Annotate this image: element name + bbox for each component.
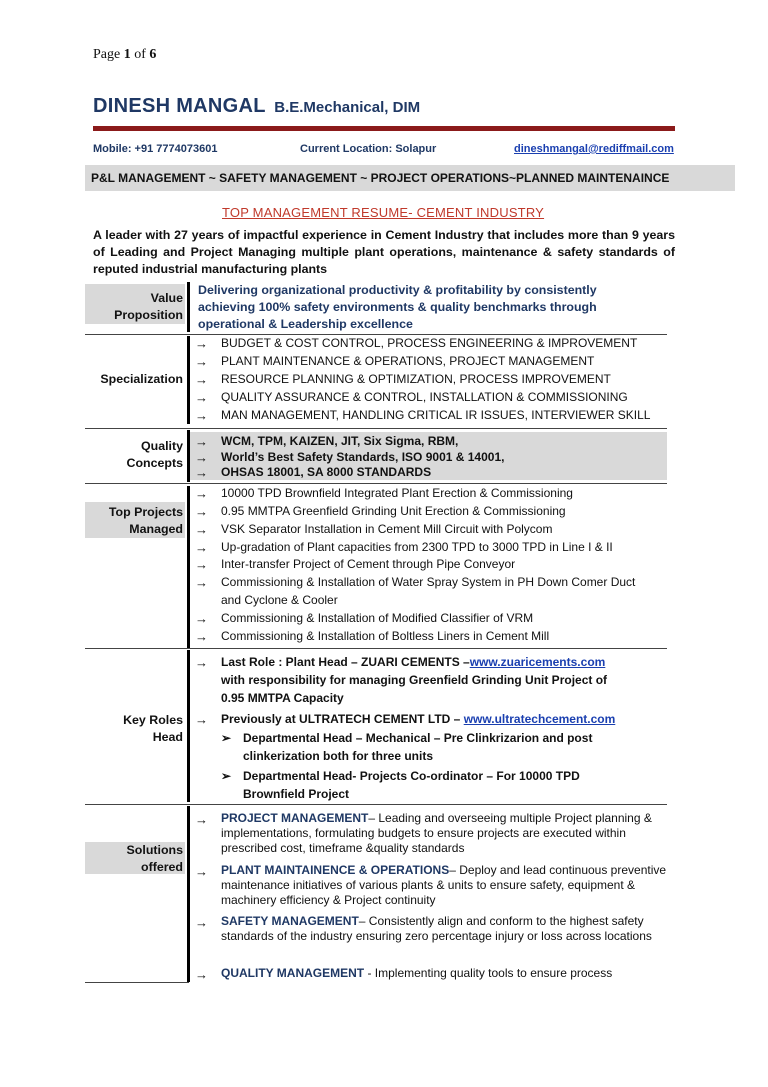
candidate-name: DINESH MANGAL [93, 95, 266, 117]
arrow-right-icon: → [195, 557, 208, 572]
section-separator [85, 804, 667, 805]
arrow-right-icon: → [195, 915, 208, 930]
solution-quality-management [221, 966, 676, 981]
project-item: Inter-transfer Project of Cement through Pipe Conveyor [221, 557, 516, 571]
arrow-right-icon: → [195, 540, 208, 555]
specialization-item: RESOURCE PLANNING & OPTIMIZATION, PROCESS IMPROVEMENT [221, 372, 611, 386]
solution-safety-management [221, 914, 676, 944]
section-separator [85, 483, 667, 484]
arrow-right-icon: → [195, 967, 208, 982]
roles-label [85, 712, 183, 746]
specialization-item: BUDGET & COST CONTROL, PROCESS ENGINEERING & IMPROVEMENT [221, 336, 638, 350]
arrow-right-icon: → [195, 712, 208, 727]
project-item-continued: and Cyclone & Cooler [221, 593, 338, 607]
section-separator [85, 982, 189, 983]
arrow-right-icon: → [195, 465, 208, 480]
roles-label-line1: Key Roles [123, 713, 183, 727]
value-label-line1: Value [150, 291, 183, 305]
arrow-right-icon: → [195, 434, 208, 449]
ultratech-link[interactable]: www.ultratechcement.com [463, 712, 616, 726]
candidate-name-block [93, 95, 420, 118]
arrow-right-icon: → [195, 864, 208, 879]
arrow-right-icon: → [195, 450, 208, 465]
arrow-right-icon: → [195, 486, 208, 501]
section-divider [187, 650, 190, 802]
page-label: Page [93, 47, 121, 62]
skills-band [85, 165, 735, 191]
quality-item: World’s Best Safety Standards, ISO 9001 & 14001, [221, 450, 505, 464]
projects-label [85, 504, 183, 538]
section-separator [85, 648, 667, 649]
section-divider [187, 282, 190, 332]
chevron-right-icon: ➢ [221, 769, 232, 783]
solutions-label-line1: Solutions [126, 843, 183, 857]
quality-item: WCM, TPM, KAIZEN, JIT, Six Sigma, RBM, [221, 434, 459, 448]
project-item: Up-gradation of Plant capacities from 2300 TPD to 3000 TPD in Line I & II [221, 540, 613, 554]
section-divider [187, 336, 190, 424]
value-label [85, 290, 183, 324]
mobile-number: Mobile: +91 7774073601 [93, 143, 218, 155]
page-current: 1 [123, 47, 131, 62]
specialization-item: MAN MANAGEMENT, HANDLING CRITICAL IR ISSUES, INTERVIEWER SKILL [221, 408, 651, 422]
role-last-line2: with responsibility for managing Greenfield Grinding Unit Project of [221, 673, 608, 687]
arrow-right-icon: → [195, 372, 208, 387]
page-total: 6 [149, 47, 157, 62]
projects-label-line1: Top Projects [108, 505, 183, 519]
chevron-right-icon: ➢ [221, 731, 232, 745]
arrow-right-icon: → [195, 575, 208, 590]
sub-role-2-line1: Departmental Head- Projects Co-ordinator – For 10000 TPD [243, 769, 580, 783]
quality-label [85, 438, 183, 472]
role-previous-prefix: Previously at ULTRATECH CEMENT LTD – [221, 712, 464, 726]
project-item: 0.95 MMTPA Greenfield Grinding Unit Erection & Commissioning [221, 504, 566, 518]
sub-role-2 [221, 768, 580, 786]
email-link[interactable]: dineshmangal@rediffmail.com [514, 143, 674, 155]
roles-label-line2: Head [152, 730, 183, 744]
candidate-degree: B.E.Mechanical, DIM [274, 99, 421, 116]
value-label-line2: Proposition [114, 308, 183, 322]
section-separator [85, 428, 667, 429]
project-item: Commissioning & Installation of Modified Classifier of VRM [221, 611, 534, 625]
current-location: Current Location: Solapur [300, 143, 437, 155]
section-divider [187, 486, 190, 648]
role-last [221, 654, 605, 672]
arrow-right-icon: → [195, 354, 208, 369]
intro-paragraph: A leader with 27 years of impactful experience in Cement Industry that includes more than 9 years of Leading and Project Managing multiple plant operations, maintenance & safety standards of reputed industrial manufacturing plants [93, 228, 675, 276]
quality-label-line1: Quality [141, 439, 183, 453]
arrow-right-icon: → [195, 504, 208, 519]
solution-text: – Leading and overseeing multiple Project planning & implementations, formulating budgets to ensure projects are executed within prescribed cost, timeframe &quality standards [221, 811, 652, 855]
solution-text: - Implementing quality tools to ensure process [364, 966, 613, 980]
section-divider [187, 806, 190, 982]
arrow-right-icon: → [195, 812, 208, 827]
arrow-right-icon: → [195, 408, 208, 423]
role-last-prefix: Last Role : Plant Head – ZUARI CEMENTS – [221, 655, 470, 669]
project-item: 10000 TPD Brownfield Integrated Plant Erection & Commissioning [221, 486, 573, 500]
arrow-right-icon: → [195, 390, 208, 405]
sub-role-1-line2: clinkerization both for three units [243, 749, 434, 763]
arrow-right-icon: → [195, 522, 208, 537]
project-item: VSK Separator Installation in Cement Mill Circuit with Polycom [221, 522, 553, 536]
arrow-right-icon: → [195, 336, 208, 351]
projects-label-line2: Managed [129, 522, 183, 536]
solution-text: – Deploy and lead continuous preventive maintenance initiatives of various plants & units to ensure safety, equipment & machinery efficiency & Project continuity [221, 863, 667, 907]
value-proposition-text: Delivering organizational productivity & profitability by consistently achieving 100% safety environments & quality benchmarks through operational & Leadership excellence [198, 283, 597, 331]
specialization-item: PLANT MAINTENANCE & OPERATIONS, PROJECT MANAGEMENT [221, 354, 595, 368]
page-number [93, 47, 156, 63]
solution-head: SAFETY MANAGEMENT [221, 914, 359, 928]
solution-head: PLANT MAINTAINENCE & OPERATIONS [221, 863, 450, 877]
solution-plant-maintenance [221, 863, 676, 908]
solutions-label [85, 842, 183, 876]
page-of: of [134, 47, 146, 62]
solution-project-management [221, 811, 676, 856]
skills-band-text: P&L MANAGEMENT ~ SAFETY MANAGEMENT ~ PROJECT OPERATIONS~PLANNED MAINTENAINCE [91, 171, 670, 185]
solution-head: PROJECT MANAGEMENT [221, 811, 369, 825]
specialization-item: QUALITY ASSURANCE & CONTROL, INSTALLATION & COMMISSIONING [221, 390, 628, 404]
solution-text: – Consistently align and conform to the highest safety standards of the industry ensuring zero percentage injury or loss across locations [221, 914, 652, 943]
arrow-right-icon: → [195, 655, 208, 670]
project-item: Commissioning & Installation of Water Spray System in PH Down Comer Duct [221, 575, 636, 589]
solution-head: QUALITY MANAGEMENT [221, 966, 365, 980]
specialization-label: Specialization [100, 372, 183, 386]
header-rule [93, 126, 675, 131]
project-item: Commissioning & Installation of Boltless Liners in Cement Mill [221, 629, 550, 643]
arrow-right-icon: → [195, 611, 208, 626]
role-previous [221, 711, 615, 729]
sub-role-2-line2: Brownfield Project [243, 787, 350, 801]
section-divider [187, 430, 190, 482]
role-last-line3: 0.95 MMTPA Capacity [221, 691, 344, 705]
solutions-label-line2: offered [141, 860, 183, 874]
quality-label-line2: Concepts [126, 456, 183, 470]
zuari-link[interactable]: www.zuaricements.com [469, 655, 606, 669]
arrow-right-icon: → [195, 629, 208, 644]
sub-role-1-line1: Departmental Head – Mechanical – Pre Clinkrizarion and post [243, 731, 593, 745]
resume-title: TOP MANAGEMENT RESUME- CEMENT INDUSTRY [222, 205, 545, 220]
sub-role-1 [221, 730, 592, 748]
quality-item: OHSAS 18001, SA 8000 STANDARDS [221, 465, 432, 479]
